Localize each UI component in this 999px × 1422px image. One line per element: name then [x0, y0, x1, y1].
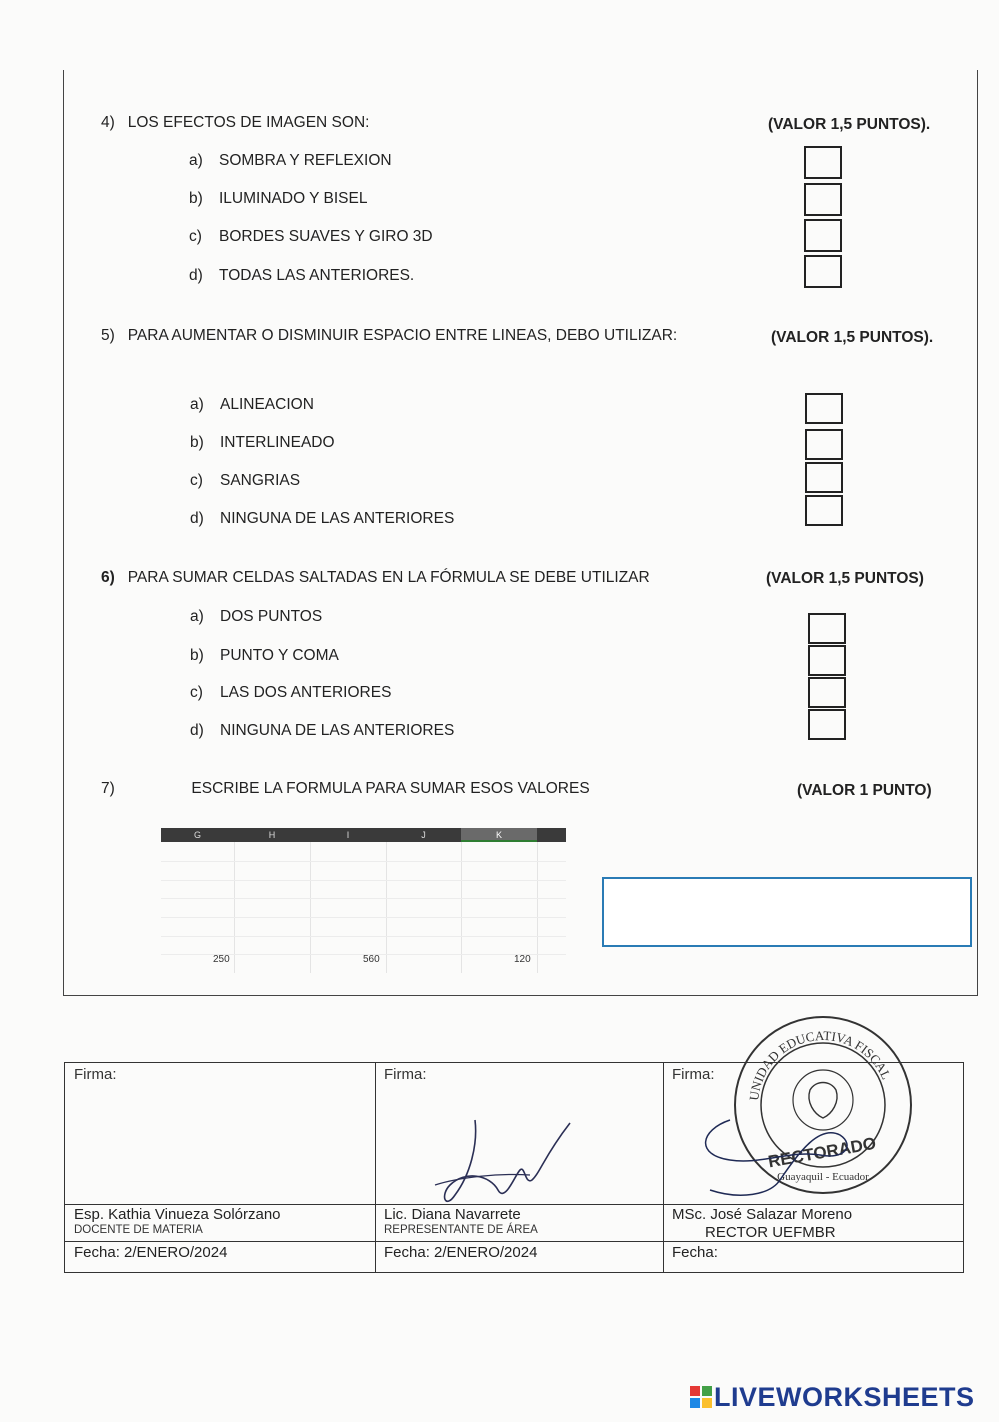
cell-value: 560 [363, 954, 380, 965]
option-c: c) LAS DOS ANTERIORES [190, 684, 392, 701]
question-value: (VALOR 1 PUNTO) [797, 782, 932, 799]
question-5 [101, 327, 677, 345]
checkbox-q5-a[interactable] [805, 393, 843, 424]
signer-name: MSc. José Salazar Moreno [672, 1206, 853, 1223]
checkbox-q4-a[interactable] [804, 146, 842, 179]
column-header-g: G [193, 830, 201, 840]
question-value: (VALOR 1,5 PUNTOS) [766, 570, 924, 587]
checkbox-q5-c[interactable] [805, 462, 843, 493]
question-number: 6) [101, 569, 115, 586]
handwritten-signature-area [420, 1115, 580, 1220]
checkbox-q6-d[interactable] [808, 709, 846, 740]
question-text: LOS EFECTOS DE IMAGEN SON: [127, 114, 370, 131]
question-4 [101, 114, 369, 132]
signer-role: RECTOR UEFMBR [705, 1224, 836, 1241]
question-7 [101, 780, 590, 798]
checkbox-q5-d[interactable] [805, 495, 843, 526]
signer-role: REPRESENTANTE DE ÁREA [384, 1224, 538, 1236]
option-b: b) INTERLINEADO [190, 434, 335, 451]
question-6 [101, 569, 650, 587]
checkbox-q6-b[interactable] [808, 645, 846, 676]
option-b: b) PUNTO Y COMA [190, 647, 339, 664]
question-text: ESCRIBE LA FORMULA PARA SUMAR ESOS VALORES [191, 780, 590, 797]
fecha-field: Fecha: 2/ENERO/2024 [384, 1244, 538, 1261]
column-header-j: J [421, 830, 426, 840]
signer-name: Lic. Diana Navarrete [384, 1206, 521, 1223]
option-d: d) TODAS LAS ANTERIORES. [189, 267, 415, 284]
question-number: 4) [101, 114, 115, 131]
spreadsheet-snippet [161, 828, 566, 973]
question-number: 5) [101, 327, 115, 344]
svg-text:Guayaquil - Ecuador: Guayaquil - Ecuador [777, 1171, 869, 1183]
question-text: PARA AUMENTAR O DISMINUIR ESPACIO ENTRE LINEAS, DEBO UTILIZAR: [127, 327, 678, 344]
firma-label: Firma: [384, 1066, 427, 1083]
fecha-field: Fecha: [672, 1244, 718, 1261]
liveworksheets-icon [690, 1386, 712, 1408]
option-b: b) ILUMINADO Y BISEL [189, 190, 368, 207]
checkbox-q6-a[interactable] [808, 613, 846, 644]
firma-label: Firma: [672, 1066, 715, 1083]
checkbox-q4-b[interactable] [804, 183, 842, 216]
cell-value: 120 [514, 954, 531, 965]
option-d: d) NINGUNA DE LAS ANTERIORES [190, 510, 455, 527]
rector-signature [670, 1110, 870, 1210]
firma-label: Firma: [74, 1066, 117, 1083]
checkbox-q4-c[interactable] [804, 219, 842, 252]
option-c: c) SANGRIAS [190, 472, 301, 489]
cell-value: 250 [213, 954, 230, 965]
checkbox-q4-d[interactable] [804, 255, 842, 288]
liveworksheets-logo [690, 1382, 975, 1413]
svg-text:UNIDAD EDUCATIVA FISCAL: UNIDAD EDUCATIVA FISCAL [746, 1027, 895, 1102]
option-a: a) ALINEACION [190, 396, 314, 413]
svg-text:RECTORADO: RECTORADO [766, 1133, 878, 1172]
checkbox-q6-c[interactable] [808, 677, 846, 708]
question-value: (VALOR 1,5 PUNTOS). [768, 116, 931, 133]
option-d: d) NINGUNA DE LAS ANTERIORES [190, 722, 455, 739]
option-c: c) BORDES SUAVES Y GIRO 3D [189, 228, 433, 245]
signer-role: DOCENTE DE MATERIA [74, 1224, 203, 1236]
column-header-h: H [268, 830, 276, 840]
brand-name: LIVEWORKSHEETS [714, 1382, 975, 1412]
checkbox-q5-b[interactable] [805, 429, 843, 460]
formula-answer-box[interactable] [602, 877, 972, 947]
fecha-field: Fecha: 2/ENERO/2024 [74, 1244, 228, 1261]
question-value: (VALOR 1,5 PUNTOS). [771, 329, 934, 346]
column-header-i: I [346, 830, 350, 840]
signer-name: Esp. Kathia Vinueza Solórzano [74, 1206, 281, 1223]
question-number: 7) [101, 780, 115, 797]
option-a: a) SOMBRA Y REFLEXION [189, 152, 392, 169]
option-a: a) DOS PUNTOS [190, 608, 323, 625]
column-header-k: K [461, 828, 537, 842]
question-text: PARA SUMAR CELDAS SALTADAS EN LA FÓRMULA SE DEBE UTILIZAR [127, 569, 650, 586]
